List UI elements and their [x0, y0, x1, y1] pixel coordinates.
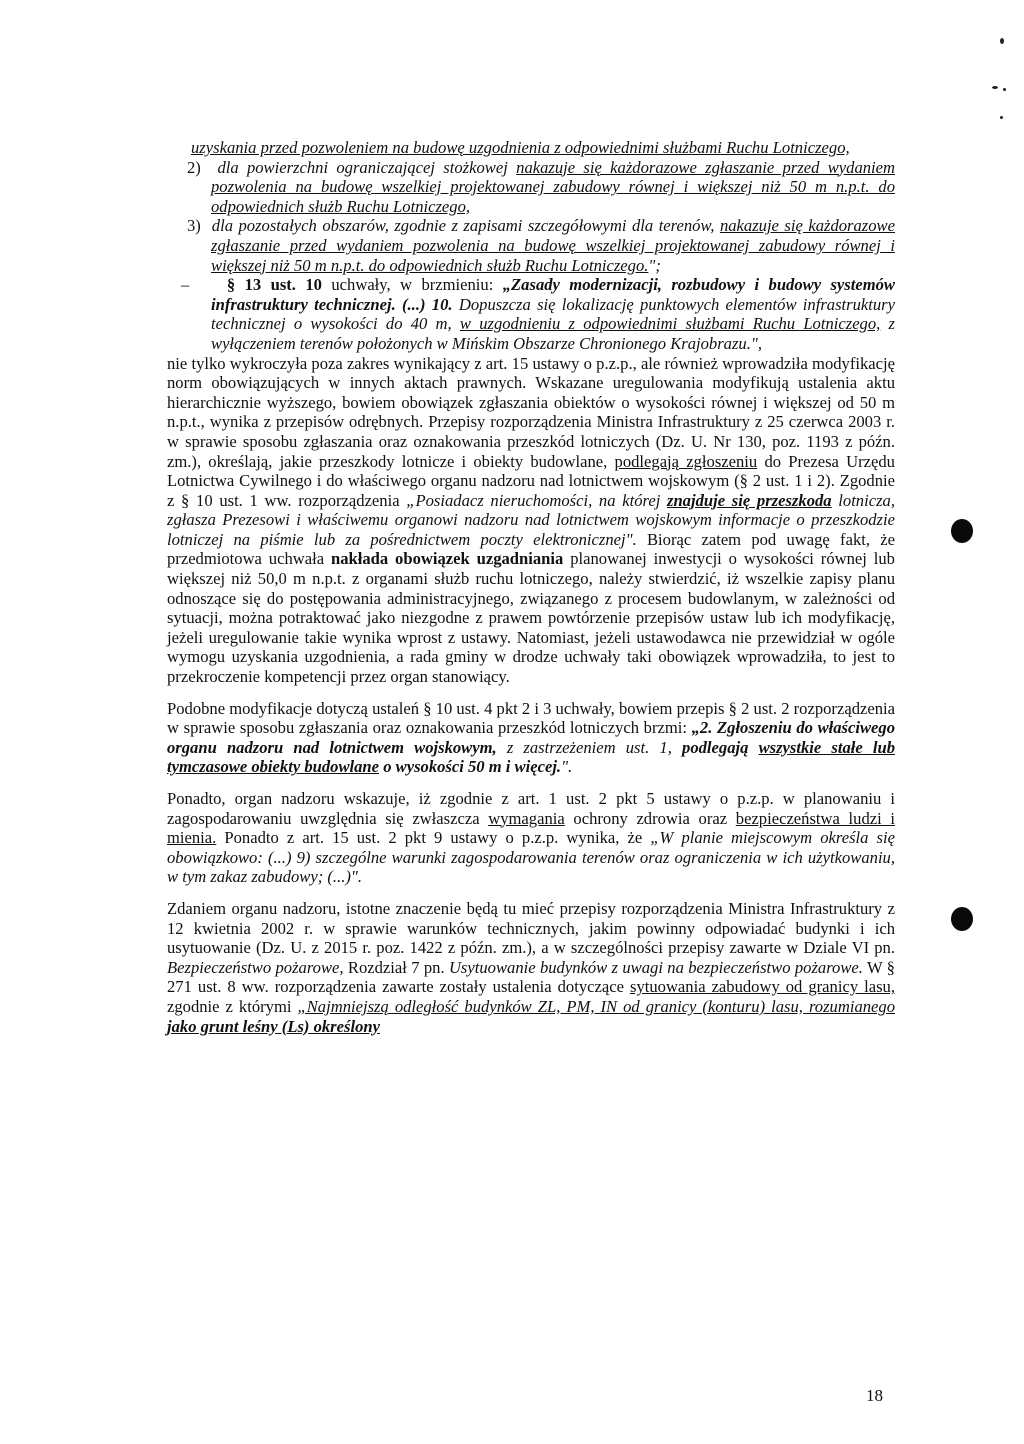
- quote: Usytuowanie budynków z uwagi na bezpieczeństwo pożarowe.: [448, 957, 863, 977]
- quote: lotnicza, zgłasza Prezesowi i właściwemu organowi nadzoru nad lotnictwem wojskowym informacje o przeszkodzie lotniczej na piśmie lub za pośrednictwem poczty elektronicznej".: [167, 490, 895, 549]
- quote-bold-underlined: jako grunt leśny (Ls) określony: [167, 1016, 380, 1036]
- paragraph-ref: § 13 ust.: [226, 275, 296, 295]
- quote-bold: o wysokości 50 m i więcej.: [383, 757, 562, 777]
- list-item-3: [167, 216, 895, 275]
- text: do Prezesa Urzędu Lotnictwa Cywilnego i do właściwego organu nadzoru nad lotnictwem wojskowym (§ 2 ust. 1 i 2). Zgodnie z § 10 ust. 1 ww. rozporządzenia: [167, 451, 895, 510]
- quote-bold-underlined: znajduje się przeszkoda: [667, 490, 832, 510]
- quote: „W planie miejscowym określa się obowiązkowo: (...) 9) szczególne warunki zagospodarowania terenów oraz ograniczenia w ich użytkowaniu, w tym zakaz zabudowy; (...)".: [167, 828, 895, 887]
- page-number: 18: [866, 1386, 883, 1405]
- text: Ponadto z art. 15 ust. 2 pkt 9 ustawy o p.z.p. wynika, że: [224, 828, 643, 848]
- list-text: dla powierzchni ograniczającej stożkowej: [217, 157, 508, 177]
- list-item-2: [167, 158, 895, 217]
- quote: Dopuszcza się lokalizację punktowych elementów infrastruktury technicznej o wysokości do 40 m,: [211, 294, 895, 334]
- paragraph-1: [167, 354, 895, 687]
- quote-bold: „2. Zgłoszeniu do właściwego organu nadzoru nad lotnictwem wojskowym,: [167, 718, 895, 757]
- quote: z wyłączeniem terenów położonych w Mińskim Obszarze Chronionego Krajobrazu.",: [211, 314, 896, 353]
- paragraph-4: [167, 899, 895, 1036]
- quote-underlined: w uzgodnieniu z odpowiednimi służbami Ruchu Lotniczego,: [459, 314, 881, 334]
- list-text: dla pozostałych obszarów, zgodnie z zapisami szczegółowymi dla terenów,: [211, 216, 715, 236]
- text: uchwały, w brzmieniu:: [331, 275, 494, 295]
- text-underlined: podlegają zgłoszeniu: [614, 451, 758, 471]
- list-text-underlined: nakazuje się każdorazowe zgłaszanie przed wydaniem pozwolenia na budowę wszelkiej projektowanej zabudowy równej i większej niż 50 m n.p.t. do odpowiednich służb Ruchu Lotniczego.: [211, 216, 895, 275]
- quote-underlined: „Najmniejszą odległość budynków ZL, PM, IN od granicy (konturu) lasu, rozumianego: [297, 996, 895, 1016]
- scan-speck: [1000, 116, 1003, 119]
- text-underlined: sytuowania zabudowy od granicy lasu,: [629, 977, 895, 997]
- text: zgodnie z którymi: [167, 996, 292, 1016]
- spacer: [167, 687, 895, 699]
- text: Zdaniem organu nadzoru, istotne znaczenie będą tu mieć przepisy rozporządzenia Ministra Infrastruktury z 12 kwietnia 2002 r. w sprawie warunków technicznych, jakim powinny odpowiadać budynki i ich usytuowanie (Dz. U. z 2015 r. poz. 1422 z późn. zm.), a w szczególności przepisy zawarte w Dziale VI pn.: [167, 898, 895, 958]
- list-text-underlined: nakazuje się każdorazowe zgłaszanie przed wydaniem pozwolenia na budowę wszelkiej projektowanej zabudowy równej i większej niż 50 m n.p.t. do odpowiednich służb Ruchu Lotniczego,: [211, 157, 896, 216]
- scan-speck: [992, 86, 998, 89]
- text: nie tylko wykroczyła poza zakres wynikający z art. 15 ustawy o p.z.p., ale również wprowadziła modyfikację norm obowiązujących w innych aktach prawnych. Wskazane uregulowania modyfikują ustalenia aktu hierarchicznie wyższego, bowiem obowiązek zgłaszania obiektów o wysokości równej i większej od 50 m n.p.t., wynika z przepisów odrębnych. Przepisy rozporządzenia Ministra Infrastruktury z 25 czerwca 2003 r. w sprawie sposobu zgłaszania oraz oznakowania przeszkód lotniczych (Dz. U. Nr 130, poz. 1193 z późn. zm.), określają, jakie przeszkody lotnicze i obiekty budowlane,: [167, 353, 895, 471]
- text-bold: nakłada obowiązek uzgadniania: [330, 549, 564, 569]
- quote: z zastrzeżeniem ust. 1,: [506, 737, 672, 757]
- quote-bold-underlined: wszystkie stałe lub tymczasowe obiekty budowlane: [167, 737, 896, 777]
- quote-bold: podlegają: [682, 737, 749, 757]
- scan-speck: [1003, 88, 1006, 91]
- quote: Bezpieczeństwo pożarowe,: [167, 957, 344, 977]
- text: Rozdział 7 pn.: [347, 957, 445, 977]
- paragraph-3: [167, 789, 895, 887]
- text: Biorąc zatem pod uwagę fakt, że przedmiotowa uchwała: [167, 529, 895, 569]
- text: Podobne modyfikacje dotyczą ustaleń § 10 ust. 4 pkt 2 i 3 uchwały, bowiem przepis § 2 ust. 2 rozporządzenia w sprawie sposobu zgłaszania oraz oznakowania przeszkód lotniczych brzmi:: [167, 698, 895, 738]
- quote: „Posiadacz nieruchomości, na której: [406, 490, 661, 510]
- text: ochrony zdrowia oraz: [573, 808, 728, 828]
- spacer: [167, 887, 895, 899]
- text: planowanej inwestycji o wysokości równej lub większej niż 50,0 m n.p.t. z organami służb ruchu lotniczego, należy stwierdzić, iż wszelkie zapisy planu odnoszące się do postępowania administracyjnego, związanego z procesem budowlanym, w zależności od sytuacji, można potraktować jako niezgodne z prawem powtórzenie przepisów ustaw lub ich modyfikację, jeżeli uregulowanie takie wynika wprost z ustawy. Natomiast, jeżeli ustawodawca nie przewidział w ogóle wymogu uzyskania uzgodnienia, a rada gminy w drodze uchwały taki obowiązek wprowadziła, to jest to przekroczenie kompetencji przez organ stanowiący.: [167, 549, 895, 687]
- scan-speck: [1000, 38, 1004, 44]
- text-underlined: wymagania: [488, 808, 565, 828]
- paragraph-ref-num: 10: [305, 275, 322, 295]
- spacer: [167, 777, 895, 789]
- list-continuation: uzyskania przed pozwoleniem na budowę uzgodnienia z odpowiednimi służbami Ruchu Lotniczego,: [191, 138, 850, 157]
- quote-bold: „Zasady modernizacji, rozbudowy i budowy systemów infrastruktury technicznej. (...) 10.: [211, 275, 896, 314]
- list-number: 3): [187, 216, 201, 236]
- punch-hole-bottom: [951, 907, 973, 931]
- dash-item-par13: [167, 275, 895, 353]
- list-number: 2): [187, 157, 201, 177]
- text-underlined: bezpieczeństwa ludzi i mienia.: [167, 808, 896, 848]
- dash-marker: –: [181, 275, 190, 295]
- text: W § 271 ust. 8 ww. rozporządzenia zawarte zostały ustalenia dotyczące: [167, 957, 895, 997]
- quote-close: ";: [648, 255, 661, 275]
- document-body: [167, 138, 895, 1036]
- punch-hole-top: [951, 519, 973, 543]
- text: Ponadto, organ nadzoru wskazuje, iż zgodnie z art. 1 ust. 2 pkt 5 ustawy o p.z.p. w planowaniu i zagospodarowaniu uwzględnia się zwłaszcza: [167, 789, 895, 828]
- quote-close: ".: [561, 757, 573, 777]
- paragraph-2: [167, 699, 895, 777]
